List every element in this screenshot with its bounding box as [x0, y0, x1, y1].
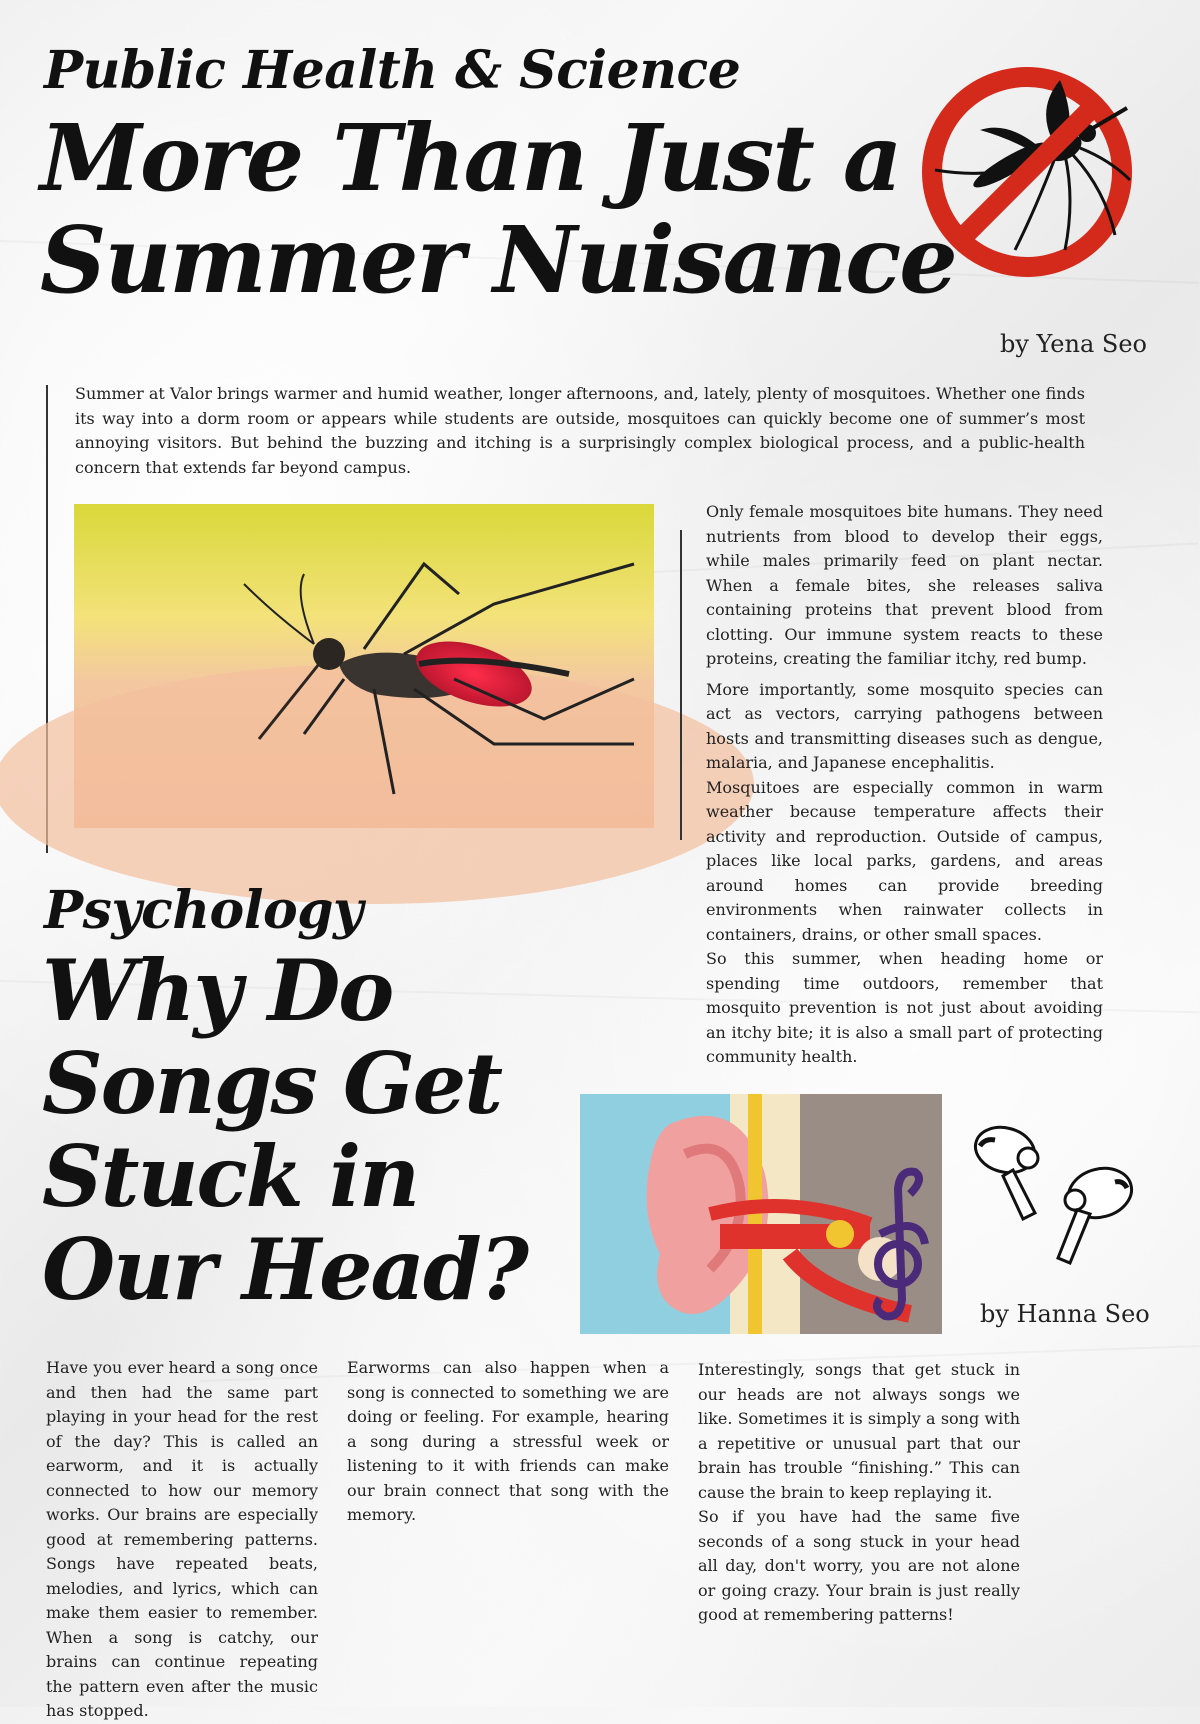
- article2-column-2: Earworms can also happen when a song is connected to something we are doing or feeling. For example, hearing a song during a stressful week or listening to it with friends can make our brain connect that song with the memory.: [347, 1358, 669, 1524]
- article2-headline-line2: Songs Get: [42, 1034, 502, 1133]
- article2-byline: by Hanna Seo: [980, 1300, 1150, 1328]
- ear-music-illustration: [580, 1094, 942, 1334]
- article2-paragraph: Interestingly, songs that get stuck in our heads are not always songs we like. Sometimes it is simply a song with a repetitive or unusual part that our brain has trouble “finishing.” This can cause the brain to keep replaying it.: [698, 1360, 1020, 1502]
- earbuds-icon: [965, 1118, 1155, 1278]
- article1-body-column: [706, 500, 1103, 1070]
- article1-right-rule: [680, 530, 682, 840]
- article2-headline-line3: Stuck in: [42, 1127, 419, 1226]
- article2-paragraph: So if you have had the same five seconds of a song stuck in your head all day, don't worry, you are not alone or going crazy. Your brain is just really good at remembering patterns!: [698, 1507, 1020, 1624]
- article1-paragraph: So this summer, when heading home or spending time outdoors, remember that mosquito prevention is not just about avoiding an itchy bite; it is also a small part of protecting community health.: [706, 949, 1103, 1066]
- article2-headline-line1: Why Do: [42, 941, 393, 1040]
- article1-intro: Summer at Valor brings warmer and humid weather, longer afternoons, and, lately, plenty of mosquitoes. Whether one finds its way into a dorm room or appears while students are outside, mosquitoes can quickly become one of summer’s most annoying visitors. But behind the buzzing and itching is a surprisingly complex biological process, and a public-health concern that extends far beyond campus.: [75, 384, 1085, 477]
- mosquito-photo: [74, 504, 654, 828]
- article2-column-3: [698, 1358, 1020, 1628]
- article1-kicker: Public Health & Science: [44, 40, 741, 101]
- article1-paragraph: More importantly, some mosquito species can act as vectors, carrying pathogens between hosts and transmitting diseases such as dengue, malaria, and Japanese encephalitis.: [706, 679, 1103, 772]
- article1-byline: by Yena Seo: [1000, 330, 1147, 358]
- article1-paragraph: Mosquitoes are especially common in warm weather because temperature affects their activity and reproduction. Outside of campus, places like local parks, gardens, and areas around homes can provide breeding environments when rainwater collects in containers, drains, or other small spaces.: [706, 777, 1103, 944]
- article2-headline-line4: Our Head?: [42, 1220, 527, 1319]
- article1-paragraph: Only female mosquitoes bite humans. They need nutrients from blood to develop their eggs, while males primarily feed on plant nectar. When a female bites, she releases saliva containing proteins that prevent blood from clotting. Our immune system reacts to these proteins, creating the familiar itchy, red bump.: [706, 502, 1103, 668]
- article2-column-1: Have you ever heard a song once and then had the same part playing in your head for the rest of the day? This is called an earworm, and it is actually connected to how our memory works. Our brains are especially good at remembering patterns. Songs have repeated beats, melodies, and lyrics, which can make them easier to remember. When a song is catchy, our brains can continue repeating the pattern even after the music has stopped.: [46, 1358, 318, 1720]
- no-mosquito-icon: [915, 60, 1140, 285]
- article1-headline-line2: Summer Nuisance: [40, 206, 956, 314]
- article1-headline-line1: More Than Just a: [40, 104, 901, 212]
- article2-kicker: Psychology: [44, 880, 363, 941]
